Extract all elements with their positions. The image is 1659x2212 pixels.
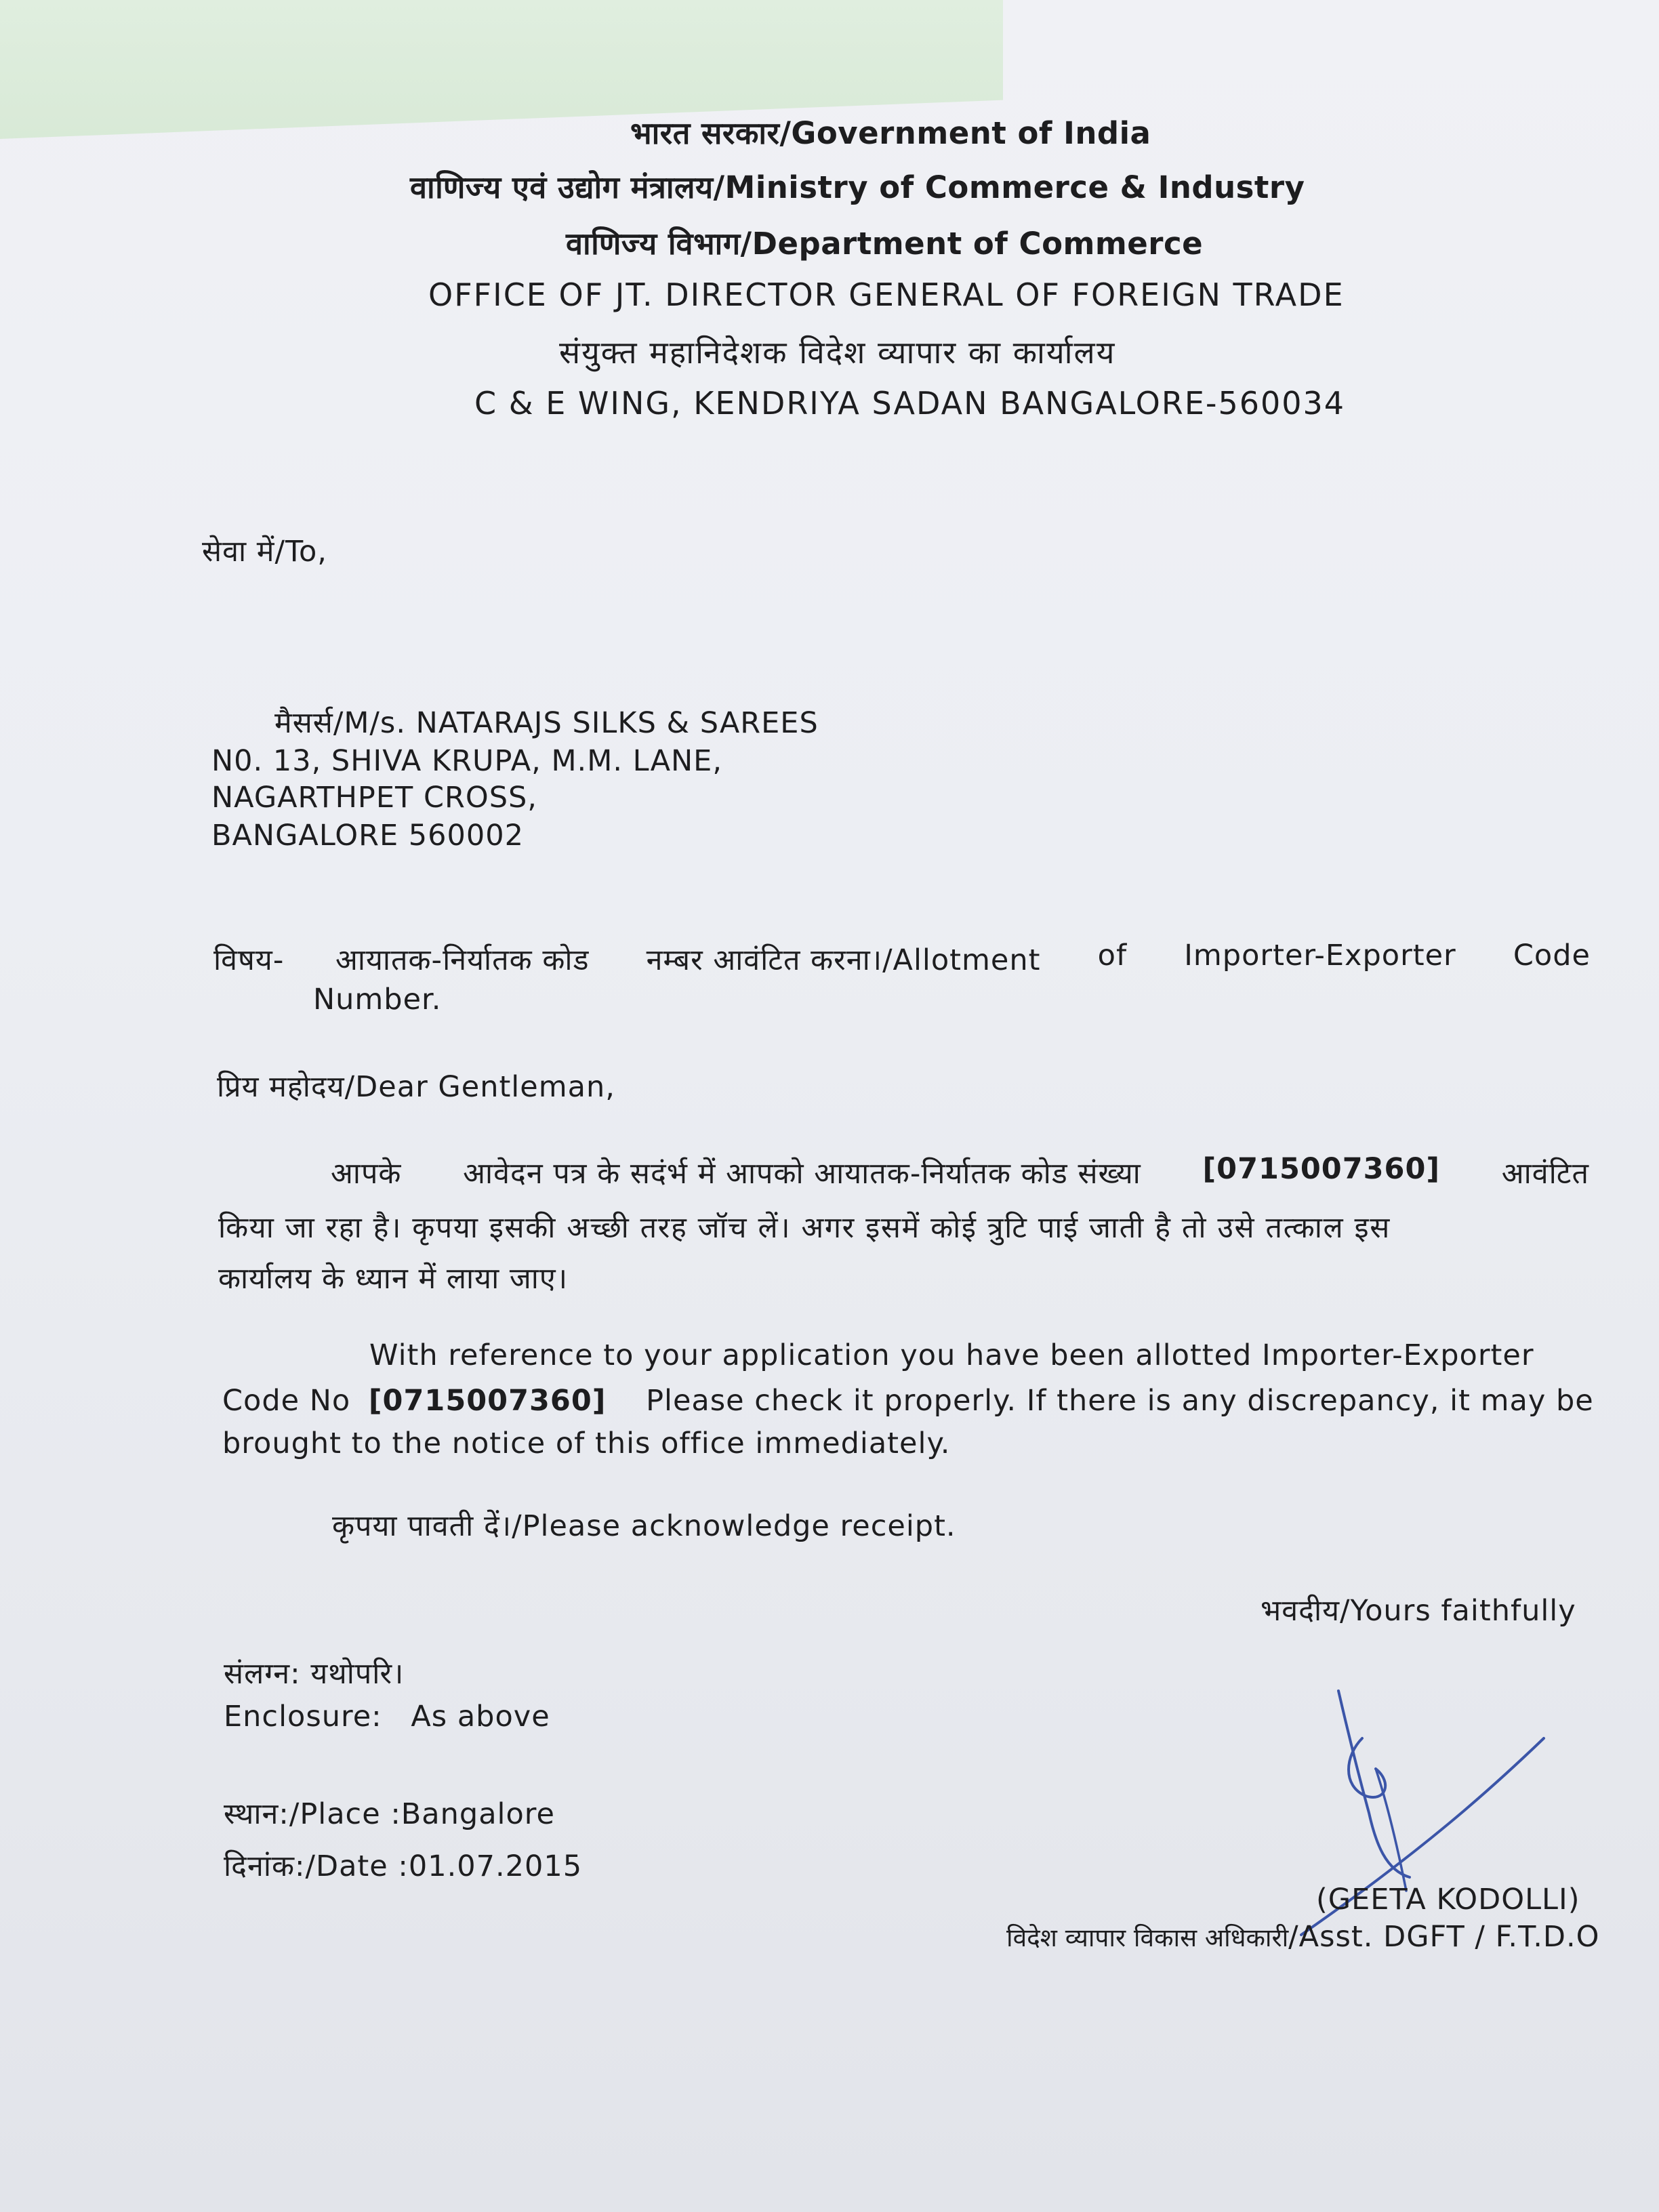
iec-code-hindi: [0715007360] bbox=[1202, 1152, 1441, 1186]
hindi-para-line1 bbox=[331, 1152, 1589, 1192]
subject-word-of: of bbox=[1097, 939, 1128, 972]
subject-line bbox=[335, 939, 1591, 979]
subject-word-code: Code bbox=[1513, 939, 1591, 972]
english-para-line1: With reference to your application you have been allotted Importer-Exporter bbox=[369, 1338, 1534, 1372]
hindi-para-word-aapke: आपके bbox=[331, 1157, 402, 1191]
addressee-line2: NAGARTHPET CROSS, bbox=[211, 781, 537, 815]
header-office: OFFICE OF JT. DIRECTOR GENERAL OF FOREIGN TRADE bbox=[428, 276, 1345, 313]
header-government: भारत सरकार/Government of India bbox=[630, 115, 1151, 151]
signatory-title-hindi: विदेश व्यापार विकास अधिकारी bbox=[1006, 1923, 1289, 1952]
addressee-line3: BANGALORE 560002 bbox=[211, 819, 524, 853]
hindi-para-line3: कार्यालय के ध्यान में लाया जाए। bbox=[218, 1262, 569, 1296]
header-office-hindi: संयुक्त महानिदेशक विदेश व्यापार का कार्यालय bbox=[559, 334, 1116, 371]
date: दिनांक:/Date :01.07.2015 bbox=[224, 1849, 583, 1883]
english-para-line2 bbox=[222, 1384, 1594, 1418]
header-address: C & E WING, KENDRIYA SADAN BANGALORE-560034 bbox=[474, 385, 1346, 422]
enclosure-label: Enclosure: bbox=[224, 1700, 382, 1734]
english-para-check: Please check it properly. If there is any discrepancy, it may be bbox=[646, 1384, 1594, 1418]
english-para-line3: brought to the notice of this office immediately. bbox=[222, 1427, 951, 1460]
subject-hindi-part1: आयातक-निर्यातक कोड bbox=[335, 943, 590, 977]
subject-hindi-part2: नम्बर आवंटित करना।/Allotment bbox=[646, 943, 1041, 977]
place: स्थान:/Place :Bangalore bbox=[224, 1797, 555, 1831]
signatory-title bbox=[1006, 1919, 1600, 1954]
to-label: सेवा में/To, bbox=[202, 535, 327, 569]
enclosure-hindi: संलग्न: यथोपरि। bbox=[224, 1657, 405, 1691]
header-department: वाणिज्य विभाग/Department of Commerce bbox=[566, 226, 1204, 262]
hindi-para-word-allotted: आवंटित bbox=[1501, 1157, 1589, 1191]
signatory-name: (GEETA KODOLLI) bbox=[1316, 1883, 1580, 1917]
acknowledge-request: कृपया पावती दें।/Please acknowledge receipt. bbox=[332, 1509, 956, 1543]
salutation: प्रिय महोदय/Dear Gentleman, bbox=[217, 1070, 615, 1104]
addressee-name: मैसर्स/M/s. NATARAJS SILKS & SAREES bbox=[274, 706, 819, 740]
enclosure-line bbox=[224, 1700, 550, 1734]
signatory-title-english: /Asst. DGFT / F.T.D.O bbox=[1288, 1920, 1600, 1954]
enclosure-value: As above bbox=[411, 1700, 550, 1734]
closing: भवदीय/Yours faithfully bbox=[1261, 1594, 1576, 1628]
hindi-para-middle: आवेदन पत्र के सदंर्भ में आपको आयातक-निर्यातक कोड संख्या bbox=[463, 1157, 1141, 1191]
iec-code-english: [0715007360] bbox=[368, 1384, 607, 1418]
english-para-code-label: Code No bbox=[222, 1384, 351, 1418]
addressee-line1: N0. 13, SHIVA KRUPA, M.M. LANE, bbox=[211, 744, 723, 778]
hindi-para-line2: किया जा रहा है। कृपया इसकी अच्छी तरह जॉच लें। अगर इसमें कोई त्रुटि पाई जाती है तो उसे तत्काल इस bbox=[218, 1211, 1391, 1245]
subject-label: विषय- bbox=[213, 943, 285, 977]
subject-line2: Number. bbox=[313, 983, 442, 1017]
header-ministry: वाणिज्य एवं उद्योग मंत्रालय/Ministry of Commerce & Industry bbox=[410, 169, 1305, 205]
subject-word-importer-exporter: Importer-Exporter bbox=[1184, 939, 1456, 972]
